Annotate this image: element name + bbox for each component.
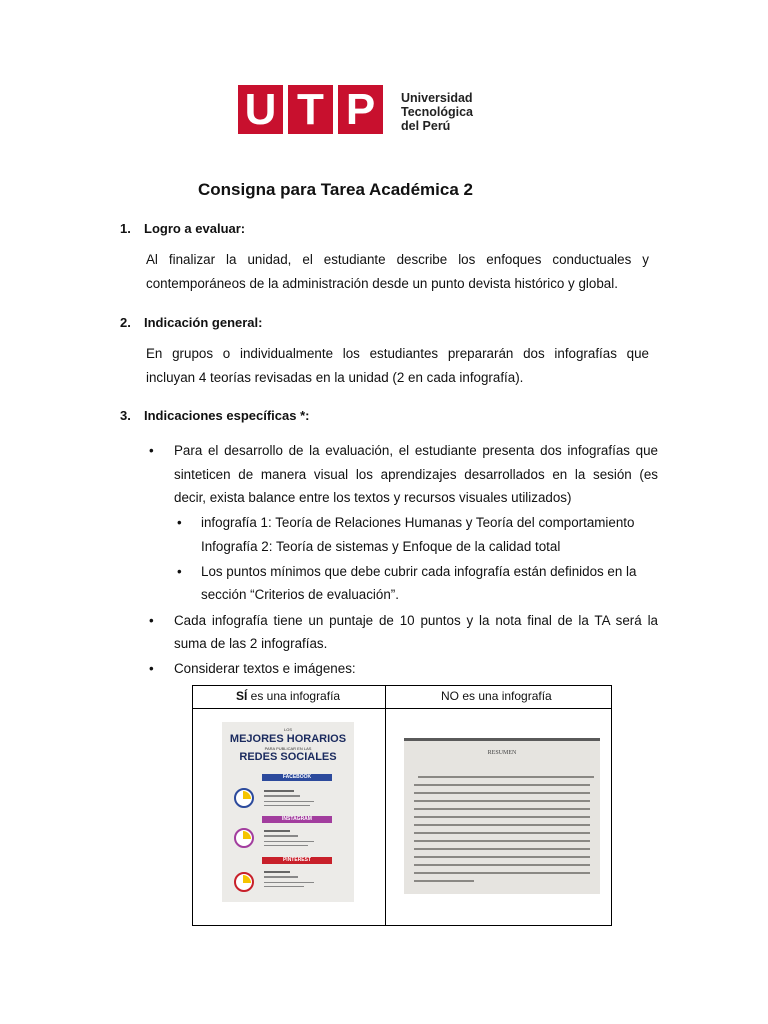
text-line [414,832,590,834]
text-line [414,816,590,818]
text-line [414,856,590,858]
infographic-small-text: PARA PUBLICAR EN LAS [264,746,312,751]
text-line [414,824,590,826]
clock-fill [243,875,251,883]
text-line [414,864,590,866]
text-document-example-image [404,738,600,894]
bullet-line: sinteticen de manera visual los aprendizajes desarrollados en la sesión (es [174,467,658,482]
utp-logo [238,85,474,135]
table-header-yes-rest: es una infografía [247,689,341,703]
text-line [414,840,590,842]
clock-icon [234,788,254,808]
bullet-line: decir, exista balance entre los textos y recursos visuales utilizados) [174,490,572,505]
sub-bullet-line: Los puntos mínimos que debe cubrir cada infografía están definidos en la [201,564,637,579]
bullet-dot: • [149,661,154,676]
text-line [264,886,304,887]
paragraph-line: incluyan 4 teorías revisadas en la unidad (2 en cada infografía). [146,370,524,385]
section-title: Indicación general: [144,315,263,330]
pinterest-band: PINTEREST [262,857,332,864]
bullet-line: Cada infografía tiene un puntaje de 10 puntos y la nota final de la TA será la [174,613,658,628]
clock-icon [234,828,254,848]
table-header-yes-bold: SÍ [236,689,248,703]
text-line [264,882,314,883]
table-divider [193,708,611,709]
text-line [264,795,300,797]
bullet-line: suma de las 2 infografías. [174,636,328,651]
text-line [264,871,290,873]
section-heading-1 [120,221,245,236]
clock-fill [243,791,251,799]
section-title: Logro a evaluar: [144,221,246,236]
document-heading: RESUMEN [487,750,517,756]
text-line [414,848,590,850]
text-line [414,808,590,810]
paragraph-line: En grupos o individualmente los estudiantes prepararán dos infografías que [146,346,649,361]
logo-wordmark [401,91,473,133]
text-line [264,805,310,806]
clock-fill [243,831,251,839]
table-divider [385,686,386,925]
bullet-dot: • [149,613,154,628]
logo-line-1: Universidad [401,91,473,105]
sub-bullet-line: Infografía 2: Teoría de sistemas y Enfoque de la calidad total [201,539,561,554]
text-line [414,880,474,882]
text-line [414,872,590,874]
sub-bullet-line: infografía 1: Teoría de Relaciones Humanas y Teoría del comportamiento [201,515,635,530]
text-line [264,876,298,878]
text-line [414,784,590,786]
table-header-yes [236,689,340,703]
sub-bullet-line: sección “Criterios de evaluación”. [201,587,399,602]
clock-icon [234,872,254,892]
infographic-title-1: MEJORES HORARIOS [229,733,347,745]
document-top-bar [404,738,600,741]
logo-letter-t: T [288,85,333,134]
text-line [264,790,294,792]
text-line [264,845,308,846]
infographic-example-image [222,722,354,902]
page-title: Consigna para Tarea Académica 2 [198,180,473,199]
infographic-title-2: REDES SOCIALES [239,751,337,763]
text-line [264,835,298,837]
facebook-band: FACEBOOK [262,774,332,781]
sub-bullet-dot: • [177,515,182,530]
bullet-line: Para el desarrollo de la evaluación, el estudiante presenta dos infografías que [174,443,658,458]
sub-bullet-dot: • [177,564,182,579]
text-line [264,801,314,802]
logo-line-2: Tecnológica [401,105,474,119]
logo-letter-u: U [238,85,283,134]
paragraph-line: Al finalizar la unidad, el estudiante describe los enfoques conductuales y [146,252,649,267]
text-line [418,776,594,778]
paragraph-line: contemporáneos de la administración desde un punto devista histórico y global. [146,276,618,291]
text-line [414,792,590,794]
section-number: 1. [120,221,131,236]
text-line [264,830,290,832]
logo-letter-p: P [338,85,383,134]
text-line [264,841,314,842]
section-heading-3 [120,408,309,423]
section-number: 2. [120,315,131,330]
table-header-no: NO es una infografía [441,689,552,703]
instagram-band: INSTAGRAM [262,816,332,823]
logo-line-3: del Perú [401,119,451,133]
section-title: Indicaciones específicas *: [144,408,310,423]
bullet-dot: • [149,443,154,458]
section-heading-2 [120,315,262,330]
section-number: 3. [120,408,131,423]
infographic-small-text: LOS [283,727,292,732]
bullet-line: Considerar textos e imágenes: [174,661,356,676]
comparison-table [192,685,612,926]
text-line [414,800,590,802]
